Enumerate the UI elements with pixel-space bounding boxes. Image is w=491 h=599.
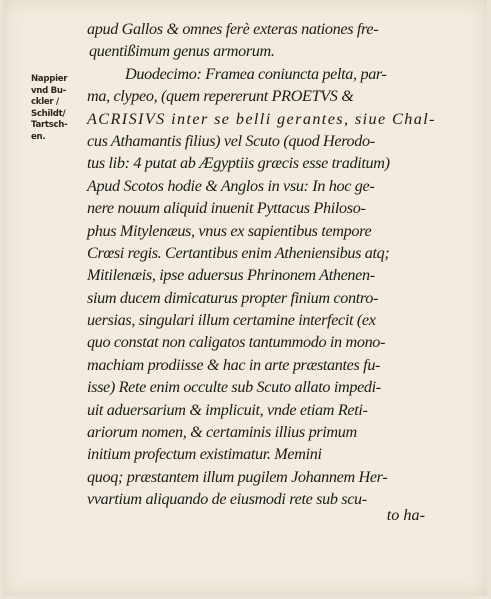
text-line: uersias, singulari illum certamine interfecit (ex — [87, 311, 376, 330]
text-line: cus Athamantis filius) vel Scuto (quod Herodo- — [87, 131, 375, 150]
text-line: quo constat non caligatos tantummodo in mono- — [87, 333, 386, 352]
text-line: quentißimum genus armorum. — [89, 42, 275, 61]
text-line: sium ducem dimicaturus propter finium contro- — [87, 288, 379, 307]
text-line: quoq; præstantem illum pugilem Johannem Her- — [87, 467, 388, 486]
text-line: Apud Scotos hodie & Anglos in vsu: In hoc ge- — [87, 176, 375, 195]
text-line: vvartium aliquando de eiusmodi rete sub scu- — [87, 490, 367, 509]
text-line: isse) Rete enim occulte sub Scuto allato impedi- — [87, 378, 381, 397]
margin-note-line: Tartsch- — [31, 120, 68, 130]
margin-note-line: vnd Bu- — [31, 85, 66, 96]
margin-note-line: en. — [31, 131, 46, 142]
text-line: phus Mitylenæus, vnus ex sapientibus tempore — [87, 221, 372, 240]
margin-note-line: Schildt/ — [31, 108, 66, 119]
text-line: Duodecimo: Framea coniuncta pelta, par- — [125, 64, 387, 83]
text-line: ma, clypeo, (quem repererunt PROETVS & — [87, 87, 354, 106]
margin-note-line: Nappier — [31, 74, 68, 84]
text-line: tus lib: 4 putat ab Ægyptiis græcis esse traditum) — [87, 154, 390, 173]
text-line: Mitilenæis, ipse aduersus Phrinonem Athenen- — [87, 266, 375, 285]
text-line: machiam prodiisse & hac in arte præstantes fu- — [87, 355, 381, 374]
body-text — [87, 18, 467, 511]
margin-note — [31, 74, 79, 143]
book-page — [3, 0, 487, 596]
catchword: to ha- — [386, 506, 425, 524]
text-line: uit aduersarium & implicuit, vnde etiam Reti- — [87, 400, 368, 419]
text-line: nere nouum aliquid inuenit Pyttacus Philoso- — [87, 199, 366, 218]
text-line: ACRISIVS inter se belli gerantes, siue Chal- — [87, 109, 436, 128]
margin-note-line: ckler / — [31, 97, 59, 107]
text-line: Crœsi regis. Certantibus enim Atheniensibus atq; — [87, 243, 390, 262]
text-line: apud Gallos & omnes ferè exteras nationes fre- — [87, 20, 379, 38]
text-line: initium profectum existimatur. Memini — [87, 445, 322, 464]
text-line: ariorum nomen, & certaminis illius primum — [87, 423, 357, 442]
